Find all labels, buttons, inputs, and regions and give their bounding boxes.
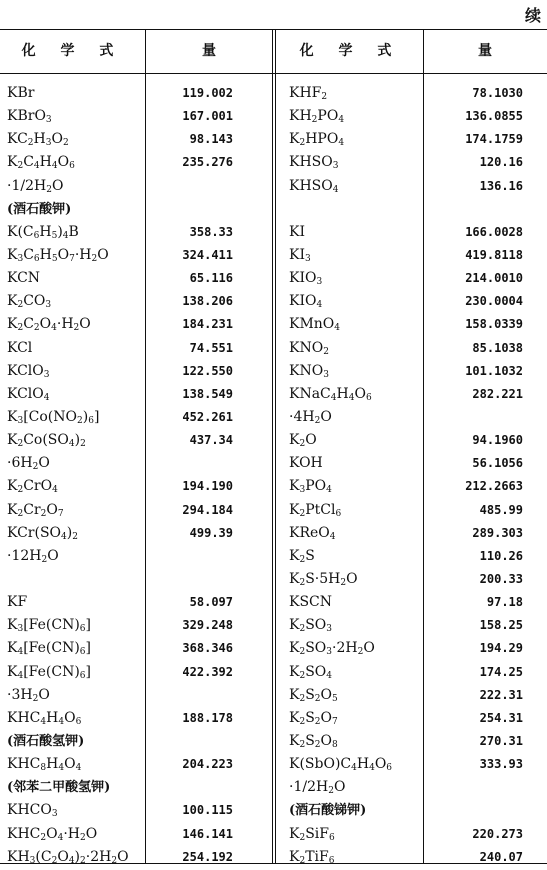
molar-mass-value: 235.276 [182,155,233,170]
molar-mass-value: 56.1056 [472,456,523,471]
chemical-formula: $K_3PO_4$ [289,478,332,496]
chemical-formula: $K_2Cr_2O_7$ [7,501,64,519]
chemical-formula: $KHSO_4$ [289,177,339,195]
molar-mass-value: 212.2663 [465,479,523,494]
molar-mass-value: 97.18 [486,595,523,610]
molar-mass-value: 184.231 [182,317,233,332]
molar-mass-value: 98.143 [189,132,233,147]
molar-mass-value: 136.16 [479,178,523,193]
chemical-formula: $K_2SO_4$ [289,663,333,681]
chemical-formula: $\cdot 12H_2O$ [7,547,59,565]
molar-mass-value: 119.002 [182,86,233,100]
molar-mass-value: 333.93 [479,757,523,772]
chemical-formula: $K_2CrO_4$ [7,478,58,496]
chemical-formula: KMnO$_4$ [289,316,341,334]
molar-mass-value: 230.0004 [465,294,523,309]
chemical-formula: $KHSO_3$ [289,154,339,172]
compound-name-note: (酒石酸氢钾) [7,733,85,749]
center-double-rule-b [275,30,276,863]
molar-mass-value: 158.0339 [465,317,523,332]
header-quantity-left: 量 [202,43,216,59]
molar-mass-value: 65.116 [189,271,233,286]
molar-mass-value: 485.99 [479,502,523,517]
chemical-formula: $K_2Co(SO_4)_2$ [7,432,86,450]
chemical-formula: $K_2S_2O_8$ [289,732,338,750]
molar-mass-value: 158.25 [479,618,523,633]
chemical-formula: $K_2PtCl_6$ [289,501,342,519]
chemical-formula: $KI_3$ [289,246,311,264]
chemical-formula: $KIO_3$ [289,270,323,288]
header-formula-left: 化 学 式 [21,43,124,59]
molar-mass-value: 85.1038 [472,340,523,355]
chemical-formula: $KH_2PO_4$ [289,108,345,126]
chemical-formula: KI [289,223,305,240]
chemical-formula: $K_4[Fe(CN)_6]$ [7,663,91,681]
compound-name-note: (酒石酸钾) [7,201,72,217]
molar-mass-value: 120.16 [479,155,523,170]
chemical-formula: $KC_2H_3O_2$ [7,131,69,149]
chemical-formula: $K_2SO_3$ [289,617,333,635]
chemical-formula: $K_3[Co(NO_2)_6]$ [7,408,100,426]
chemical-formula: KClO$_4$ [7,385,50,403]
chemical-formula: KReO$_4$ [289,524,336,542]
chemical-formula: $KNO_3$ [289,362,329,380]
chemical-formula: $KNaC_4H_4O_6$ [289,385,372,403]
molar-mass-value: 324.411 [182,247,233,262]
chemical-formula: $KHC_8H_4O_4$ [7,756,82,774]
chemical-formula: $KH_3(C_2O_4)_2\cdot 2H_2O$ [7,848,129,866]
chemical-formula: $KCr(SO_4)_2$ [7,524,78,542]
chemical-formula: $K_3C_6H_5O_7\cdot H_2O$ [7,246,109,264]
molar-mass-value: 368.346 [182,641,233,656]
molar-mass-value: 74.551 [189,340,233,355]
chemical-formula: KF [7,594,28,611]
molar-mass-value: 138.206 [182,294,233,309]
molar-mass-value: 58.097 [189,595,233,610]
molar-mass-value: 78.1030 [472,86,523,100]
molar-mass-value: 204.223 [182,757,233,772]
molar-mass-value: 166.0028 [465,224,523,239]
chemical-formula: $K_2S\cdot 5H_2O$ [289,570,358,588]
chemical-formula: $KHC_2O_4\cdot H_2O$ [7,825,98,843]
chemical-formula: $\cdot 1/2H_2O$ [7,177,64,195]
compound-name-note: (酒石酸锑钾) [289,803,367,819]
chemical-formula: $K_3[Fe(CN)_6]$ [7,617,91,635]
chemical-formula: KCN [7,270,41,287]
chemical-formula: $\cdot 4H_2O$ [289,408,332,426]
molar-mass-value: 294.184 [182,502,233,517]
chemical-formula: KSCN [289,594,333,611]
molar-mass-value: 136.0855 [465,109,523,124]
molar-mass-value: 240.07 [479,849,523,864]
chemical-formula: $KHC_4H_4O_6$ [7,709,82,727]
chemical-formula: $K_2TiF_6$ [289,848,335,866]
chemical-formula: KBrO$_3$ [7,108,52,126]
molar-mass-value: 289.303 [472,525,523,540]
chemical-formula: $K_2CO_3$ [7,293,52,311]
molar-mass-value: 422.392 [182,664,233,679]
molar-mass-value: 220.273 [472,826,523,841]
molar-mass-value: 254.192 [182,849,233,864]
molar-mass-value: 194.190 [182,479,233,494]
chemical-formula: $K_2S_2O_7$ [289,709,338,727]
chemical-formula: $K_2C_2O_4\cdot H_2O$ [7,316,91,334]
molar-mass-value: 101.1032 [465,363,523,378]
chemical-formula: $K(SbO)C_4H_4O_6$ [289,756,393,774]
chemical-formula: $K_2O$ [289,432,317,450]
header-formula-right: 化 学 式 [299,43,402,59]
molar-mass-value: 214.0010 [465,271,523,286]
molar-mass-value: 100.115 [182,803,233,818]
chemical-formula: $KHF_2$ [289,85,328,102]
molar-mass-value: 167.001 [182,109,233,124]
chemical-formula: $K_2C_4H_4O_6$ [7,154,75,172]
molar-mass-value: 94.1960 [472,433,523,448]
molar-mass-value: 282.221 [472,386,523,401]
chemical-formula: $K_2SO_3\cdot 2H_2O$ [289,640,375,658]
molar-mass-value: 270.31 [479,733,523,748]
chemical-formula: $K(C_6H_5)_4B$ [7,223,79,241]
chemical-formula: $\cdot 3H_2O$ [7,686,50,704]
chemical-formula: $KHCO_3$ [7,802,58,820]
table-header [0,30,547,74]
molar-mass-value: 358.33 [189,224,233,239]
molar-mass-value: 452.261 [182,409,233,424]
chemical-formula: $K_2S$ [289,547,315,565]
molar-mass-value: 200.33 [479,571,523,586]
chemical-formula: $K_2S_2O_5$ [289,686,338,704]
molar-mass-value: 110.26 [479,548,523,563]
molar-mass-value: 194.29 [479,641,523,656]
molar-mass-value: 329.248 [182,618,233,633]
molar-mass-value: 254.31 [479,710,523,725]
chemical-formula: $\cdot 6H_2O$ [7,455,50,473]
center-double-rule-a [272,30,273,863]
molar-mass-value: 222.31 [479,687,523,702]
molar-mass-value: 146.141 [182,826,233,841]
molar-mass-value: 138.549 [182,386,233,401]
continued-label: 续 [524,6,541,25]
chemical-formula: KBr [7,85,35,101]
chemical-formula: $KNO_2$ [289,339,329,357]
chemical-formula: $K_2HPO_4$ [289,131,345,149]
chemical-formula: $\cdot 1/2H_2O$ [289,779,346,797]
chemical-formula: $KIO_4$ [289,293,323,311]
compound-name-note: (邻苯二甲酸氢钾) [7,780,111,796]
chemical-formula: KCl [7,339,33,356]
molar-mass-value: 174.25 [479,664,523,679]
molar-mass-value: 437.34 [189,433,233,448]
molar-mass-value: 499.39 [189,525,233,540]
molar-mass-value: 419.8118 [465,247,523,262]
chemical-formula: $K_4[Fe(CN)_6]$ [7,640,91,658]
header-quantity-right: 量 [478,43,492,59]
molar-mass-value: 188.178 [182,710,233,725]
molar-mass-value: 174.1759 [465,132,523,147]
molar-mass-table [0,29,547,864]
chemical-formula: $K_2SiF_6$ [289,825,335,843]
chemical-formula: KOH [289,455,323,472]
chemical-formula: KClO$_3$ [7,362,50,380]
molar-mass-value: 122.550 [182,363,233,378]
